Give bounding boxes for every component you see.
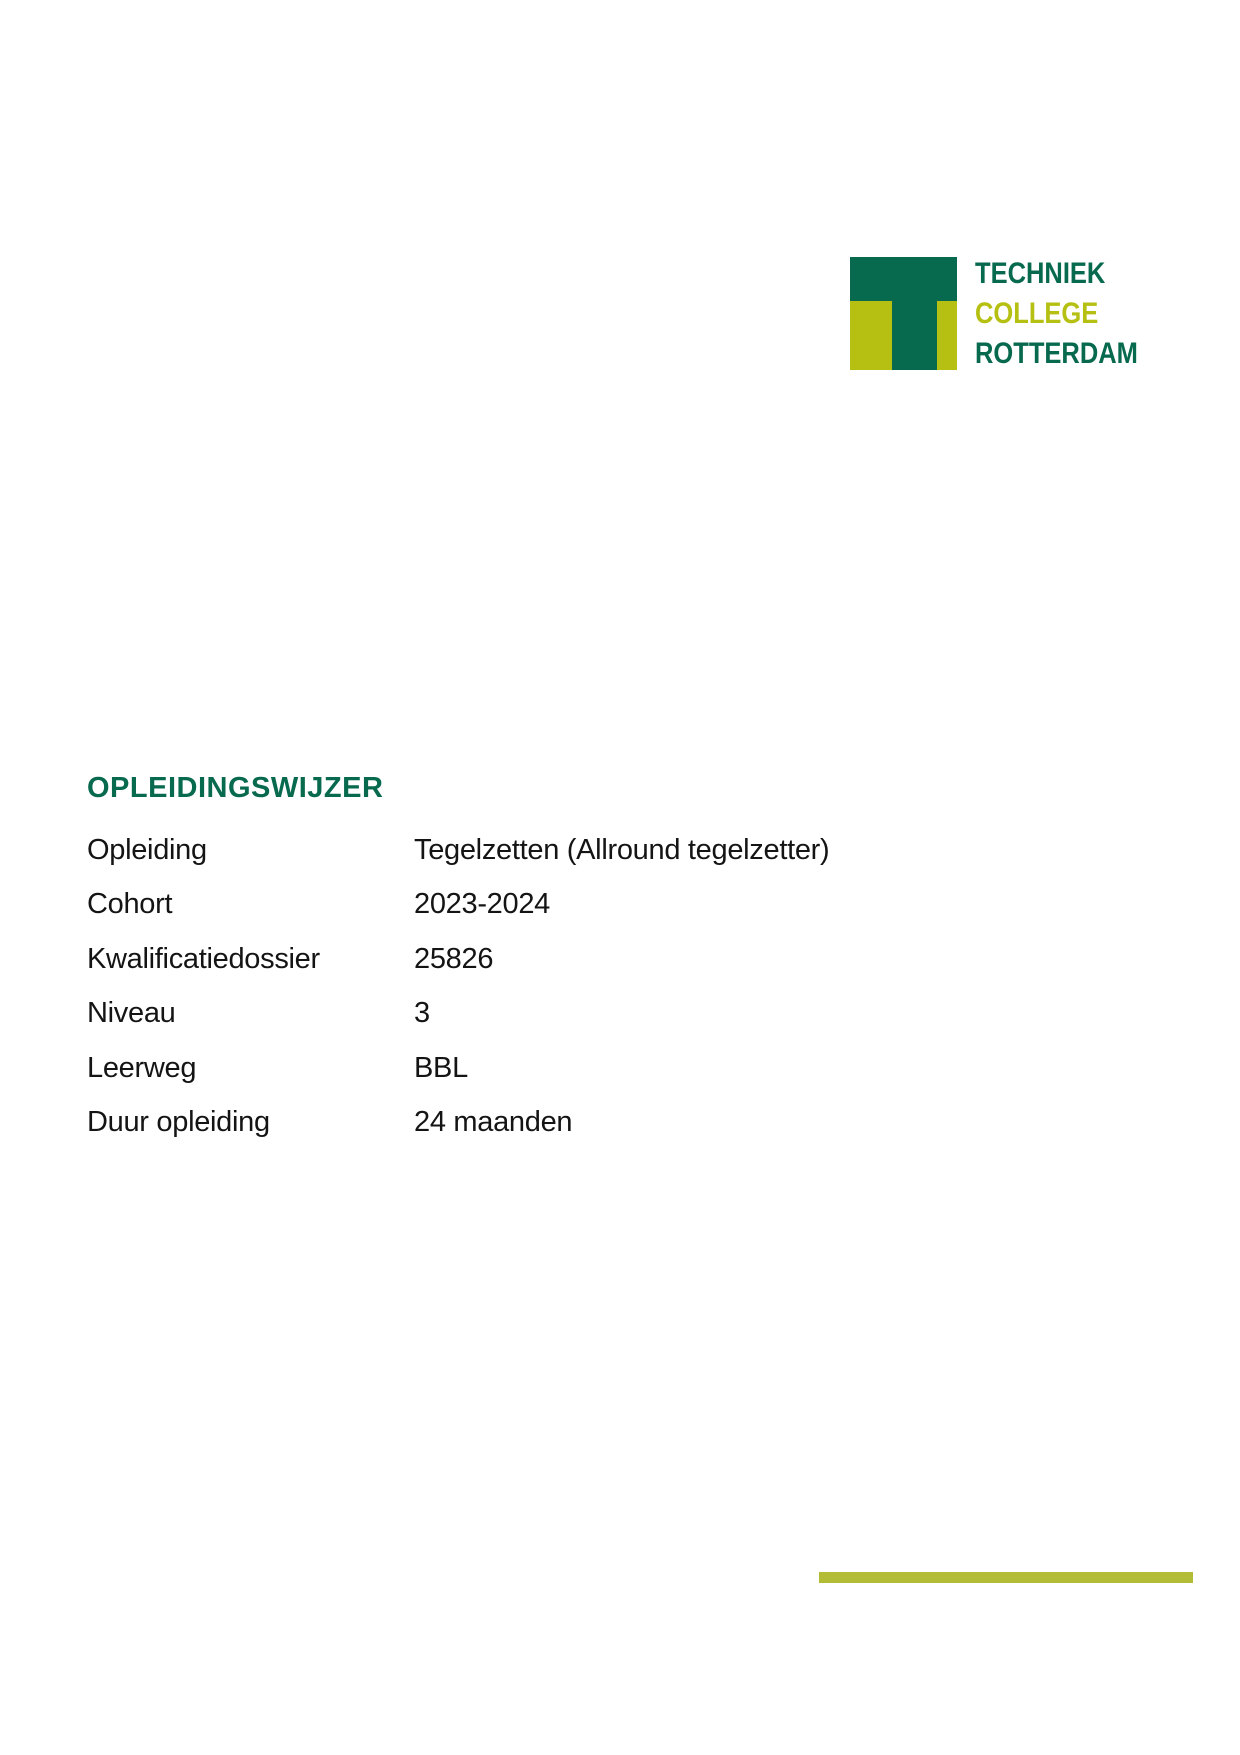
logo-mark-green-stem — [892, 301, 937, 370]
page-title: OPLEIDINGSWIJZER — [87, 772, 384, 804]
logo-t-mark-icon — [850, 257, 957, 370]
logo-word-college: COLLEGE — [975, 297, 1099, 330]
techniek-college-rotterdam-logo — [850, 257, 1167, 374]
table-row — [87, 1041, 987, 1095]
detail-value: Tegelzetten (Allround tegelzetter) — [414, 834, 830, 866]
table-row — [87, 1095, 987, 1149]
detail-label: Cohort — [87, 888, 173, 921]
table-row — [87, 823, 987, 877]
logo-mark-lower — [850, 301, 957, 370]
logo-word-rotterdam: ROTTERDAM — [975, 337, 1138, 370]
detail-value: 2023-2024 — [414, 888, 550, 921]
detail-value: 24 maanden — [414, 1105, 573, 1138]
logo-word-techniek: TECHNIEK — [975, 257, 1106, 290]
logo-mark-top-band — [850, 257, 957, 301]
logo-wordmark — [975, 254, 1138, 374]
detail-label: Leerweg — [87, 1051, 197, 1084]
course-details-table — [87, 823, 987, 1149]
detail-value: BBL — [414, 1051, 468, 1084]
table-row — [87, 877, 987, 931]
logo-mark-yellow-left — [850, 301, 892, 370]
bottom-accent-bar — [819, 1572, 1193, 1583]
detail-value: 3 — [414, 997, 430, 1030]
table-row — [87, 986, 987, 1040]
detail-value: 25826 — [414, 942, 494, 975]
table-row — [87, 932, 987, 986]
detail-label: Duur opleiding — [87, 1105, 270, 1138]
detail-label: Opleiding — [87, 834, 207, 866]
detail-label: Niveau — [87, 997, 176, 1030]
detail-label: Kwalificatiedossier — [87, 942, 320, 975]
logo-mark-yellow-right — [937, 301, 957, 370]
